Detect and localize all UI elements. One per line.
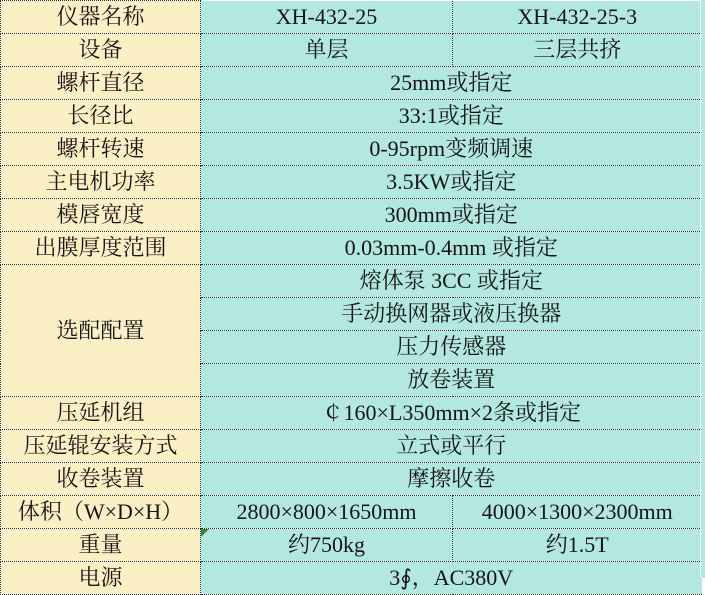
row-value-cell: ￠160×L350mm×2条或指定 (201, 397, 702, 430)
row-value-cell: 熔体泵 3CC 或指定 (201, 265, 702, 298)
row-label-cell: 选配配置 (1, 265, 201, 397)
table-row (1, 1, 702, 34)
row-value-cell: 2800×800×1650mm (201, 496, 453, 529)
row-value-text: 约750kg (287, 532, 365, 557)
row-value-cell: 0.03mm-0.4mm 或指定 (201, 232, 702, 265)
row-label-cell: 模唇宽度 (1, 199, 201, 232)
row-value-cell: 0-95rpm变频调速 (201, 133, 702, 166)
row-label-cell: 主电机功率 (1, 166, 201, 199)
table-row (1, 265, 702, 298)
row-label-cell: 电源 (1, 562, 201, 595)
table-row (1, 496, 702, 529)
row-value-cell: 单层 (201, 34, 453, 67)
row-label-cell: 收卷装置 (1, 463, 201, 496)
row-label-cell: 设备 (1, 34, 201, 67)
row-value-cell: 4000×1300×2300mm (453, 496, 702, 529)
table-row (1, 562, 702, 595)
row-label-cell: 长径比 (1, 100, 201, 133)
row-value-cell: 立式或平行 (201, 430, 702, 463)
table-row (1, 397, 702, 430)
row-label-cell: 螺杆直径 (1, 67, 201, 100)
table-row (1, 67, 702, 100)
cell-error-indicator-icon (201, 529, 209, 537)
row-value-cell: 约1.5T (453, 529, 702, 562)
table-row (1, 133, 702, 166)
row-value-cell: 33:1或指定 (201, 100, 702, 133)
row-label-cell: 体积（W×D×H） (1, 496, 201, 529)
row-label-cell: 螺杆转速 (1, 133, 201, 166)
table-row (1, 100, 702, 133)
table-row (1, 529, 702, 562)
row-value-cell: 25mm或指定 (201, 67, 702, 100)
table-row (1, 199, 702, 232)
row-value-cell: 压力传感器 (201, 331, 702, 364)
row-value-cell: 放卷装置 (201, 364, 702, 397)
table-row (1, 166, 702, 199)
adjacent-column-strip (700, 0, 705, 578)
row-value-cell: 300mm或指定 (201, 199, 702, 232)
table-row (1, 463, 702, 496)
row-label-cell: 出膜厚度范围 (1, 232, 201, 265)
table-row (1, 232, 702, 265)
row-value-cell: 摩擦收卷 (201, 463, 702, 496)
row-label-cell: 压延辊安装方式 (1, 430, 201, 463)
row-value-cell: 手动换网器或液压换器 (201, 298, 702, 331)
row-label-cell: 压延机组 (1, 397, 201, 430)
table-row (1, 34, 702, 67)
table-row (1, 430, 702, 463)
row-label-cell: 仪器名称 (1, 1, 201, 34)
row-value-cell: XH-432-25-3 (453, 1, 702, 34)
row-value-cell: 三层共挤 (453, 34, 702, 67)
row-value-cell: 3.5KW或指定 (201, 166, 702, 199)
row-value-cell: 3∮，AC380V (201, 562, 702, 595)
row-value-cell: XH-432-25 (201, 1, 453, 34)
row-label-cell: 重量 (1, 529, 201, 562)
row-value-cell (201, 529, 453, 562)
